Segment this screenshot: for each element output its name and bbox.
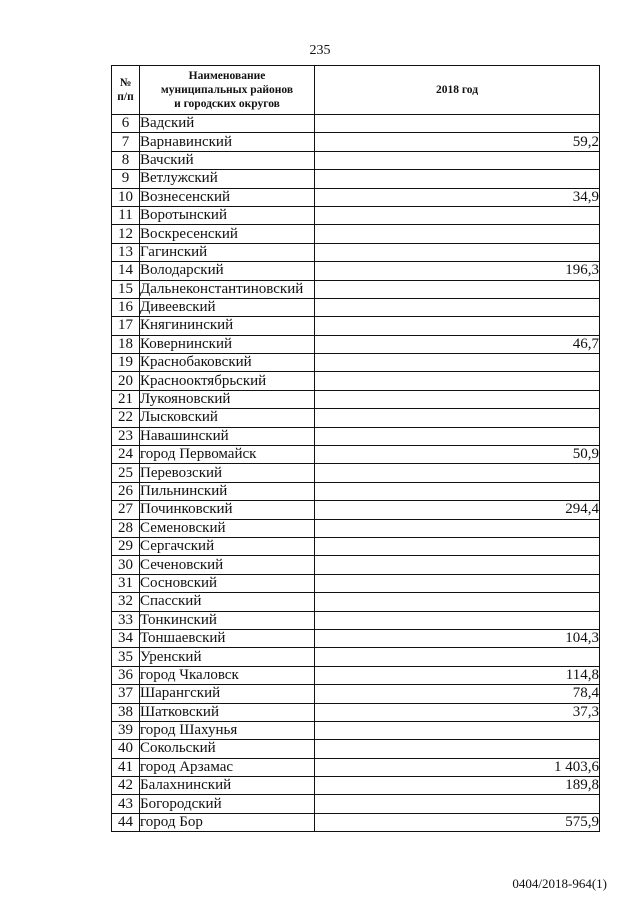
row-name: Сергачский <box>140 537 315 555</box>
row-name: Навашинский <box>140 427 315 445</box>
row-number: 27 <box>112 501 140 519</box>
row-name: Сеченовский <box>140 556 315 574</box>
row-value: 50,9 <box>315 446 600 464</box>
row-number: 6 <box>112 115 140 133</box>
row-value <box>315 354 600 372</box>
table-row <box>112 298 600 316</box>
table-row <box>112 372 600 390</box>
row-name: Шарангский <box>140 685 315 703</box>
table-row <box>112 758 600 776</box>
row-number: 11 <box>112 206 140 224</box>
row-name: Дальнеконстантиновский <box>140 280 315 298</box>
row-value <box>315 611 600 629</box>
row-name: Семеновский <box>140 519 315 537</box>
row-value <box>315 115 600 133</box>
row-number: 36 <box>112 666 140 684</box>
row-number: 28 <box>112 519 140 537</box>
row-value: 78,4 <box>315 685 600 703</box>
row-name: Шатковский <box>140 703 315 721</box>
table-row <box>112 446 600 464</box>
table-row <box>112 464 600 482</box>
row-value <box>315 537 600 555</box>
table-row <box>112 390 600 408</box>
table-row <box>112 188 600 206</box>
row-name: Спасский <box>140 593 315 611</box>
row-name: Краснобаковский <box>140 354 315 372</box>
table-row <box>112 482 600 500</box>
row-value: 189,8 <box>315 777 600 795</box>
table-row <box>112 777 600 795</box>
row-number: 19 <box>112 354 140 372</box>
table-row <box>112 629 600 647</box>
row-number: 40 <box>112 740 140 758</box>
row-value <box>315 170 600 188</box>
row-value <box>315 574 600 592</box>
row-number: 12 <box>112 225 140 243</box>
row-value <box>315 206 600 224</box>
row-number: 35 <box>112 648 140 666</box>
table-header-row <box>112 66 600 115</box>
table-body <box>112 115 600 832</box>
row-number: 18 <box>112 335 140 353</box>
row-value <box>315 298 600 316</box>
table-row <box>112 648 600 666</box>
table-row <box>112 721 600 739</box>
row-value <box>315 740 600 758</box>
page-number: 235 <box>309 43 331 58</box>
row-number: 16 <box>112 298 140 316</box>
row-name: Варнавинский <box>140 133 315 151</box>
row-number: 37 <box>112 685 140 703</box>
row-number: 15 <box>112 280 140 298</box>
row-name: Сосновский <box>140 574 315 592</box>
row-name: город Шахунья <box>140 721 315 739</box>
row-number: 32 <box>112 593 140 611</box>
row-name: Лысковский <box>140 409 315 427</box>
row-number: 25 <box>112 464 140 482</box>
table-row <box>112 170 600 188</box>
table-row <box>112 206 600 224</box>
row-name: Лукояновский <box>140 390 315 408</box>
table-row <box>112 611 600 629</box>
row-number: 8 <box>112 151 140 169</box>
row-name: Перевозский <box>140 464 315 482</box>
row-value: 114,8 <box>315 666 600 684</box>
row-name: Богородский <box>140 795 315 813</box>
row-value <box>315 593 600 611</box>
row-value: 1 403,6 <box>315 758 600 776</box>
row-value <box>315 427 600 445</box>
table-row <box>112 519 600 537</box>
row-value: 59,2 <box>315 133 600 151</box>
row-name: Пильнинский <box>140 482 315 500</box>
row-value <box>315 409 600 427</box>
row-value: 37,3 <box>315 703 600 721</box>
row-value <box>315 648 600 666</box>
row-value <box>315 372 600 390</box>
table-row <box>112 556 600 574</box>
row-name: Ветлужский <box>140 170 315 188</box>
row-number: 42 <box>112 777 140 795</box>
row-number: 43 <box>112 795 140 813</box>
row-name: Уренский <box>140 648 315 666</box>
row-value <box>315 795 600 813</box>
data-table <box>111 65 600 832</box>
row-value <box>315 556 600 574</box>
row-number: 44 <box>112 813 140 831</box>
row-number: 38 <box>112 703 140 721</box>
table-row <box>112 225 600 243</box>
row-value <box>315 151 600 169</box>
table-row <box>112 409 600 427</box>
row-name: Володарский <box>140 262 315 280</box>
row-number: 30 <box>112 556 140 574</box>
table-row <box>112 593 600 611</box>
row-name: Тоншаевский <box>140 629 315 647</box>
table-row <box>112 133 600 151</box>
table-row <box>112 335 600 353</box>
table-row <box>112 666 600 684</box>
row-number: 23 <box>112 427 140 445</box>
row-number: 26 <box>112 482 140 500</box>
table-row <box>112 574 600 592</box>
row-name: Балахнинский <box>140 777 315 795</box>
table-row <box>112 280 600 298</box>
row-value: 104,3 <box>315 629 600 647</box>
row-value <box>315 225 600 243</box>
row-name: Сокольский <box>140 740 315 758</box>
document-code: 0404/2018-964(1) <box>512 876 607 891</box>
table-row <box>112 427 600 445</box>
row-number: 17 <box>112 317 140 335</box>
row-name: город Первомайск <box>140 446 315 464</box>
row-number: 33 <box>112 611 140 629</box>
row-value: 34,9 <box>315 188 600 206</box>
row-value: 196,3 <box>315 262 600 280</box>
row-number: 22 <box>112 409 140 427</box>
table-row <box>112 243 600 261</box>
row-name: Починковский <box>140 501 315 519</box>
row-number: 41 <box>112 758 140 776</box>
header-num: № п/п <box>112 66 140 115</box>
row-value <box>315 280 600 298</box>
table-row <box>112 151 600 169</box>
row-number: 39 <box>112 721 140 739</box>
table-row <box>112 795 600 813</box>
row-number: 34 <box>112 629 140 647</box>
row-value <box>315 464 600 482</box>
row-name: Княгининский <box>140 317 315 335</box>
table-row <box>112 813 600 831</box>
row-value <box>315 519 600 537</box>
row-number: 31 <box>112 574 140 592</box>
row-value <box>315 482 600 500</box>
table-row <box>112 703 600 721</box>
row-name: Воротынский <box>140 206 315 224</box>
row-number: 24 <box>112 446 140 464</box>
row-value <box>315 721 600 739</box>
row-name: город Чкаловск <box>140 666 315 684</box>
row-name: Краснооктябрьский <box>140 372 315 390</box>
row-number: 7 <box>112 133 140 151</box>
table-row <box>112 685 600 703</box>
header-value: 2018 год <box>315 66 600 115</box>
table-row <box>112 537 600 555</box>
row-value <box>315 390 600 408</box>
row-number: 29 <box>112 537 140 555</box>
table-row <box>112 262 600 280</box>
row-name: Гагинский <box>140 243 315 261</box>
row-name: Тонкинский <box>140 611 315 629</box>
row-name: Дивеевский <box>140 298 315 316</box>
header-name: Наименование муниципальных районов и городских округов <box>140 66 315 115</box>
row-number: 21 <box>112 390 140 408</box>
row-value <box>315 243 600 261</box>
table-row <box>112 740 600 758</box>
row-name: Воскресенский <box>140 225 315 243</box>
table-row <box>112 317 600 335</box>
row-name: Вачский <box>140 151 315 169</box>
table-row <box>112 501 600 519</box>
row-number: 9 <box>112 170 140 188</box>
row-name: Вадский <box>140 115 315 133</box>
row-number: 13 <box>112 243 140 261</box>
row-value: 575,9 <box>315 813 600 831</box>
row-number: 20 <box>112 372 140 390</box>
row-name: Вознесенский <box>140 188 315 206</box>
table-row <box>112 354 600 372</box>
row-value: 294,4 <box>315 501 600 519</box>
row-name: город Бор <box>140 813 315 831</box>
table-row <box>112 115 600 133</box>
row-value: 46,7 <box>315 335 600 353</box>
row-name: город Арзамас <box>140 758 315 776</box>
row-number: 14 <box>112 262 140 280</box>
row-name: Ковернинский <box>140 335 315 353</box>
row-value <box>315 317 600 335</box>
row-number: 10 <box>112 188 140 206</box>
